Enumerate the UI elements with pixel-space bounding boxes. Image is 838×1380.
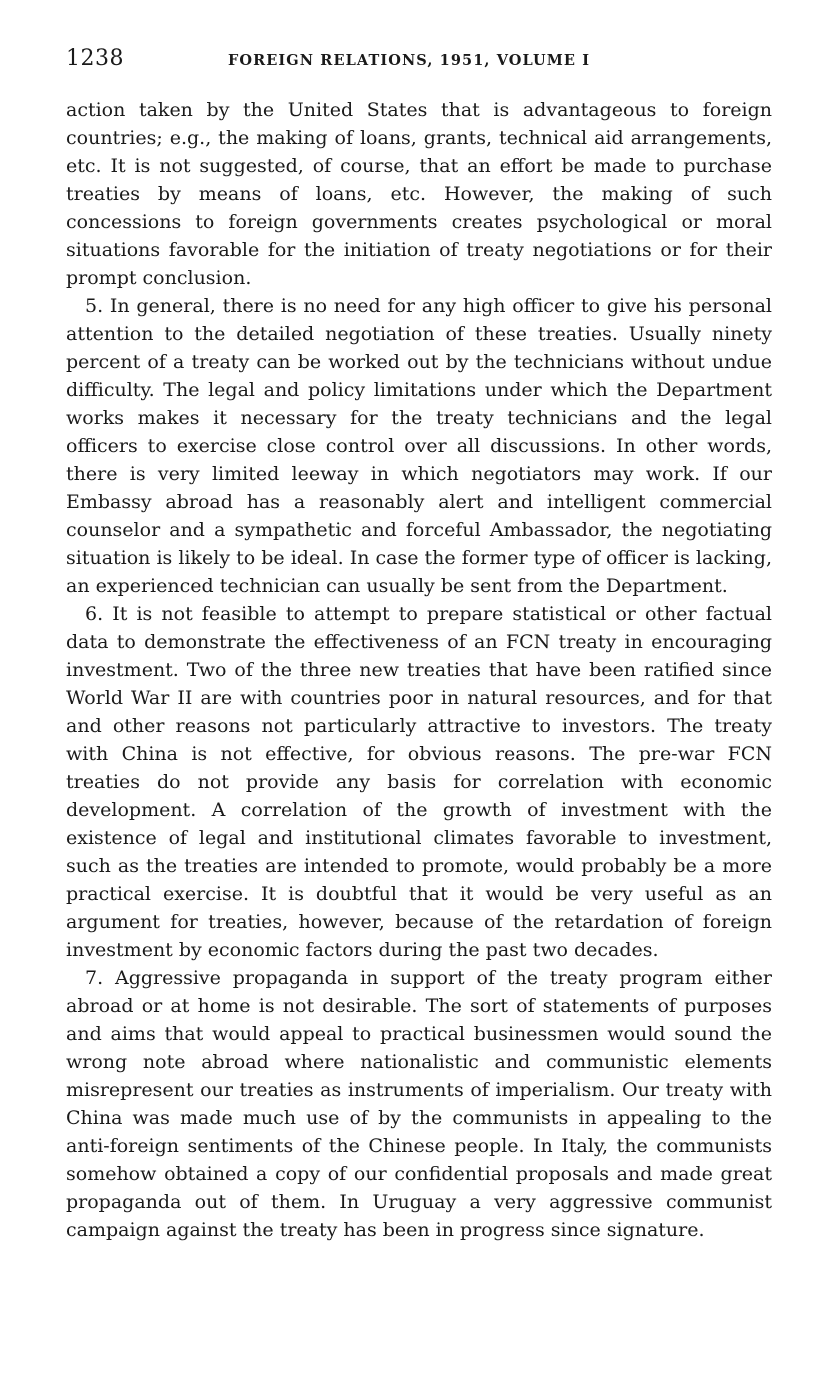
page-number: 1238 xyxy=(66,46,124,71)
paragraph-continuation: action taken by the United States that is advantageous to foreign countries; e.g., the making of loans, grants, technical aid arrangements, etc. It is not suggested, of course, that an effort be made to purchase treaties by means of loans, etc. However, the making of such concessions to foreign governments creates psychological or moral situations favorable for the initiation of treaty negotiations or for their prompt conclusion. xyxy=(66,99,772,289)
paragraph-5: 5. In general, there is no need for any high officer to give his personal attention to the detailed negotiation of these treaties. Usually ninety percent of a treaty can be worked out by the technicians without undue difficulty. The legal and policy limitations under which the Department works makes it necessary for the treaty technicians and the legal officers to exercise close control over all discussions. In other words, there is very limited leeway in which negotiators may work. If our Embassy abroad has a reasonably alert and intelligent commercial counselor and a sympathetic and forceful Ambassador, the negotiating situation is likely to be ideal. In case the former type of officer is lacking, an experienced technician can usually be sent from the Department. xyxy=(66,295,772,597)
document-page xyxy=(66,44,772,1244)
paragraph-6: 6. It is not feasible to attempt to prepare statistical or other factual data to demonstrate the effectiveness of an FCN treaty in encouraging investment. Two of the three new treaties that have been ratified since World War II are with countries poor in natural resources, and for that and other reasons not particularly attractive to investors. The treaty with China is not effective, for obvious reasons. The pre-war FCN treaties do not provide any basis for correlation with economic development. A correlation of the growth of investment with the existence of legal and institutional climates favorable to investment, such as the treaties are intended to promote, would probably be a more practical exercise. It is doubtful that it would be very useful as an argument for treaties, however, because of the retardation of foreign investment by economic factors during the past two decades. xyxy=(66,603,772,961)
paragraph-7: 7. Aggressive propaganda in support of the treaty program either abroad or at home is not desirable. The sort of statements of purposes and aims that would appeal to practical businessmen would sound the wrong note abroad where nationalistic and communistic elements misrepresent our treaties as instruments of imperialism. Our treaty with China was made much use of by the communists in appealing to the anti-foreign sentiments of the Chinese people. In Italy, the communists somehow obtained a copy of our confidential proposals and made great propaganda out of them. In Uruguay a very aggressive communist campaign against the treaty has been in progress since signature. xyxy=(66,967,772,1241)
page-header xyxy=(66,44,772,80)
running-head: FOREIGN RELATIONS, 1951, VOLUME I xyxy=(228,52,591,69)
body-text xyxy=(66,96,772,1244)
